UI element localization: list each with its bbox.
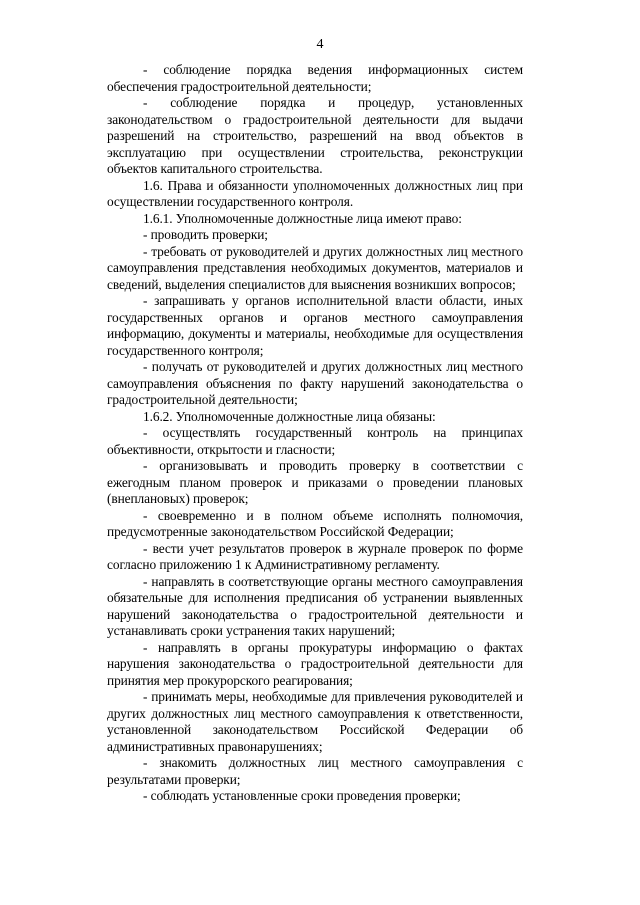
subsection-heading: 1.6.1. Уполномоченные должностные лица имеют право: (143, 210, 462, 226)
section-heading: 1.6. Права и обязанности уполномоченных должностных лиц при осуществлении государственного контроля. (107, 177, 523, 209)
paragraph: - направлять в соответствующие органы местного самоуправления обязательные для исполнения предписания об устранении выявленных нарушений законодательства о градостроительной деятельности и устанавливать сроки устранения таких нарушений; (107, 573, 523, 638)
paragraph: - соблюдение порядка и процедур, установленных законодательством о градостроительной деятельности для выдачи разрешений на строительство, разрешений на ввод объектов в эксплуатацию при осуществлении строительства, реконструкции объектов капитального строительства. (107, 95, 523, 176)
paragraph: - соблюдение порядка ведения информационных систем обеспечения градостроительной деятельности; (107, 62, 523, 94)
paragraph: - направлять в органы прокуратуры информацию о фактах нарушения законодательства о градостроительной деятельности для принятия мер прокурорского реагирования; (107, 639, 523, 688)
paragraph: - получать от руководителей и других должностных лиц местного самоуправления объяснения по факту нарушений законодательства о градостроительной деятельности; (107, 359, 523, 407)
paragraph: - требовать от руководителей и других должностных лиц местного самоуправления представления необходимых документов, материалов и сведений, выделения специалистов для выяснения возникших вопросов; (107, 243, 523, 292)
paragraph: - вести учет результатов проверок в журнале проверок по форме согласно приложению 1 к Административному регламенту. (107, 540, 523, 572)
paragraph: - организовывать и проводить проверку в соответствии с ежегодным планом проверок и приказами о проведении плановых (внеплановых) проверок; (107, 458, 523, 506)
paragraph: - проводить проверки; (143, 227, 268, 242)
paragraph: - соблюдать установленные сроки проведения проверки; (143, 788, 461, 803)
page-number: 4 (316, 37, 324, 52)
paragraph: - запрашивать у органов исполнительной власти области, иных государственных органов и органов местного самоуправления информацию, документы и материалы, необходимые для осуществления государственного контроля; (107, 293, 523, 358)
paragraph: - осуществлять государственный контроль на принципах объективности, открытости и гласности; (107, 425, 523, 457)
paragraph: - знакомить должностных лиц местного самоуправления с результатами проверки; (107, 755, 523, 787)
paragraph: - своевременно и в полном объеме исполнять полномочия, предусмотренные законодательством Российской Федерации; (107, 507, 523, 539)
document-body (107, 62, 523, 805)
paragraph: - принимать меры, необходимые для привлечения руководителей и других должностных лиц местного самоуправления к ответственности, установленной законодательством Российской Федерации об административных правонарушениях; (107, 689, 523, 754)
subsection-heading: 1.6.2. Уполномоченные должностные лица обязаны: (143, 408, 436, 424)
